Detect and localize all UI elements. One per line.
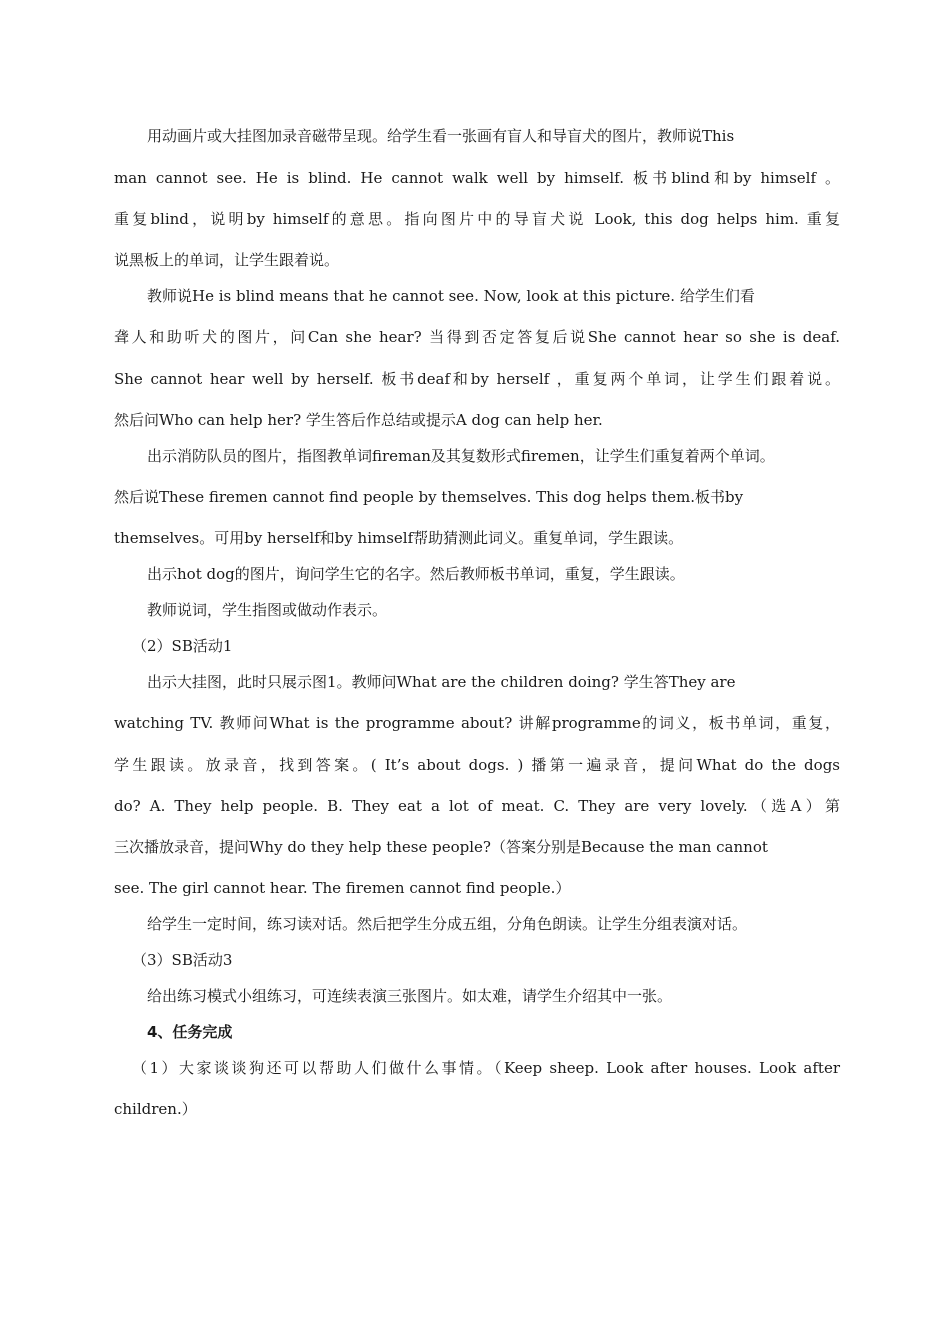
paragraph-line: 聋人和助听犬的图片，问Can she hear? 当得到否定答复后说She cannot hear so she is deaf.	[114, 328, 840, 346]
paragraph-line: （1）大家谈谈狗还可以帮助人们做什么事情。（Keep sheep. Look after houses. Look after	[132, 1059, 840, 1077]
section-heading: （3）SB活动3	[132, 951, 233, 969]
paragraph-line: 用动画片或大挂图加录音磁带呈现。给学生看一张画有盲人和导盲犬的图片，教师说This	[147, 127, 735, 145]
paragraph-line: She cannot hear well by herself. 板书deaf和by herself ，重复两个单词，让学生们跟着说。	[114, 370, 840, 388]
paragraph-line: 学生跟读。放录音，找到答案。( It’s about dogs. ) 播第一遍录音，提问What do the dogs	[114, 756, 840, 774]
paragraph-line: children.）	[114, 1100, 197, 1118]
paragraph-line: 出示消防队员的图片，指图教单词fireman及其复数形式firemen，让学生们重复着两个单词。	[147, 447, 775, 465]
paragraph-line: 教师说词，学生指图或做动作表示。	[147, 601, 388, 619]
paragraph-line: 出示hot dog的图片，询问学生它的名字。然后教师板书单词，重复，学生跟读。	[147, 565, 685, 583]
paragraph-line: 重复blind，说明by himself的意思。指向图片中的导盲犬说 Look, this dog helps him. 重复	[114, 210, 840, 228]
paragraph-line: themselves。可用by herself和by himself帮助猜测此词义。重复单词，学生跟读。	[114, 529, 684, 547]
paragraph-line: see. The girl cannot hear. The firemen cannot find people.）	[114, 879, 571, 897]
paragraph-line: 说黑板上的单词，让学生跟着说。	[114, 251, 340, 269]
paragraph-line: 然后问Who can help her? 学生答后作总结或提示A dog can help her.	[114, 411, 603, 429]
paragraph-line: 然后说These firemen cannot find people by themselves. This dog helps them.板书by	[114, 488, 744, 506]
section-heading: （2）SB活动1	[132, 637, 233, 655]
paragraph-line: man cannot see. He is blind. He cannot walk well by himself. 板书blind和by himself 。	[114, 169, 840, 187]
paragraph-line: do? A. They help people. B. They eat a lot of meat. C. They are very lovely.（选A）第	[114, 797, 840, 815]
paragraph-line: 给学生一定时间，练习读对话。然后把学生分成五组，分角色朗读。让学生分组表演对话。	[147, 915, 748, 933]
paragraph-line: 出示大挂图，此时只展示图1。教师问What are the children doing? 学生答They are	[147, 673, 736, 691]
paragraph-line: 给出练习模式小组练习，可连续表演三张图片。如太难，请学生介绍其中一张。	[147, 987, 673, 1005]
section-title: 4、任务完成	[147, 1023, 233, 1041]
paragraph-line: watching TV. 教师问What is the programme about? 讲解programme的词义，板书单词，重复，	[114, 714, 840, 732]
paragraph-line: 教师说He is blind means that he cannot see. Now, look at this picture. 给学生们看	[147, 287, 755, 305]
paragraph-line: 三次播放录音，提问Why do they help these people?（答案分别是Because the man cannot	[114, 838, 768, 856]
